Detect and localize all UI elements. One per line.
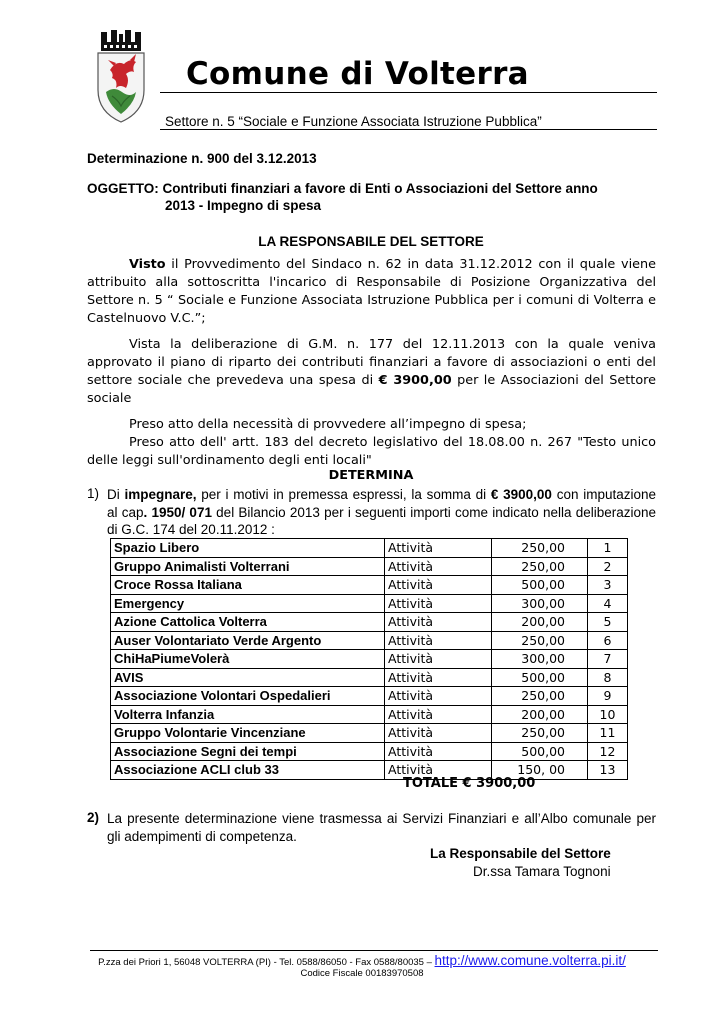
- association-name: Croce Rossa Italiana: [111, 576, 385, 595]
- activity-type: Attività: [385, 668, 492, 687]
- activity-type: Attività: [385, 594, 492, 613]
- paragraph-visto: [87, 256, 656, 328]
- footer-address: P.zza dei Priori 1, 56048 VOLTERRA (PI) - Tel. 0588/86050 - Fax 0588/80035 –: [98, 957, 435, 968]
- preso-atto-2: Preso atto dell' artt. 183 del decreto legislativo del 18.08.00 n. 267 "Testo unico delle leggi sull'ordinamento degli enti locali": [87, 435, 656, 468]
- signature-role: La Responsabile del Settore: [430, 846, 611, 861]
- item-1-amount: € 3900,00: [490, 487, 552, 502]
- association-name: ChiHaPiumeVolerà: [111, 650, 385, 669]
- subject-line-1: OGGETTO: Contributi finanziari a favore di Enti o Associazioni del Settore anno: [87, 181, 598, 196]
- amount-cell: 150, 00: [492, 761, 588, 780]
- amount-cell: 200,00: [492, 613, 588, 632]
- row-number: 3: [588, 576, 628, 595]
- coat-of-arms-icon: [90, 30, 152, 124]
- amount-cell: 300,00: [492, 594, 588, 613]
- association-name: Gruppo Volontarie Vincenziane: [111, 724, 385, 743]
- table-row: [111, 724, 628, 743]
- row-number: 4: [588, 594, 628, 613]
- department-subtitle: Settore n. 5 “Sociale e Funzione Associata Istruzione Pubblica”: [165, 114, 542, 129]
- amount-cell: 250,00: [492, 557, 588, 576]
- item-1-part: del Bilancio 2013 per i seguenti importi come indicato nella deliberazione di G.C. 174 del 20.11.2012 :: [107, 504, 657, 537]
- association-name: Auser Volontariato Verde Argento: [111, 631, 385, 650]
- determination-number: Determinazione n. 900 del 3.12.2013: [87, 151, 317, 166]
- association-name: Associazione Segni dei tempi: [111, 742, 385, 761]
- amount-cell: 200,00: [492, 705, 588, 724]
- header-divider: [160, 92, 657, 93]
- association-name: Azione Cattolica Volterra: [111, 613, 385, 632]
- contributions-table: [110, 538, 628, 780]
- row-number: 13: [588, 761, 628, 780]
- item-1-part: Di: [107, 487, 125, 502]
- row-number: 11: [588, 724, 628, 743]
- table-row: [111, 594, 628, 613]
- signature-name: Dr.ssa Tamara Tognoni: [473, 864, 611, 879]
- footer-website-link[interactable]: http://www.comune.volterra.pi.it/: [434, 953, 626, 968]
- association-name: Spazio Libero: [111, 539, 385, 558]
- amount-cell: 500,00: [492, 742, 588, 761]
- row-number: 7: [588, 650, 628, 669]
- item-1-text: [107, 486, 656, 539]
- activity-type: Attività: [385, 724, 492, 743]
- row-number: 10: [588, 705, 628, 724]
- footer-tax-code: Codice Fiscale 00183970508: [300, 968, 424, 979]
- table-row: [111, 613, 628, 632]
- item-2-text: La presente determinazione viene trasmessa ai Servizi Finanziari e all’Albo comunale per gli adempimenti di competenza.: [107, 811, 656, 844]
- subject-line-2: 2013 - Impegno di spesa: [165, 198, 322, 213]
- footer-divider: [90, 950, 658, 951]
- preso-atto-1: Preso atto della necessità di provvedere all’impegno di spesa;: [129, 417, 527, 432]
- association-name: Gruppo Animalisti Volterrani: [111, 557, 385, 576]
- row-number: 1: [588, 539, 628, 558]
- table-row: [111, 539, 628, 558]
- table-row: [111, 631, 628, 650]
- vista-text-b: per le Associazioni del Settore sociale: [87, 373, 656, 406]
- row-number: 5: [588, 613, 628, 632]
- table-row: [111, 705, 628, 724]
- page-title: Comune di Volterra: [186, 56, 529, 92]
- visto-label: Visto: [129, 257, 166, 272]
- activity-type: Attività: [385, 539, 492, 558]
- amount-cell: 500,00: [492, 576, 588, 595]
- vista-text-a: Vista la deliberazione di G.M. n. 177 del 12.11.2013 con la quale veniva approvato il piano di riparto dei contributi finanziari a favore di associazioni o enti del settore sociale che prevedeva una spesa di: [87, 337, 656, 388]
- item-1-number: 1): [87, 486, 100, 501]
- total-amount: TOTALE € 3900,00: [403, 776, 536, 791]
- activity-type: Attività: [385, 687, 492, 706]
- table-row: [111, 668, 628, 687]
- association-name: Volterra Infanzia: [111, 705, 385, 724]
- amount-cell: 250,00: [492, 539, 588, 558]
- table-row: [111, 557, 628, 576]
- item-1-part: con imputazione al cap: [107, 487, 656, 520]
- activity-type: Attività: [385, 557, 492, 576]
- association-name: Associazione Volontari Ospedalieri: [111, 687, 385, 706]
- activity-type: Attività: [385, 631, 492, 650]
- row-number: 2: [588, 557, 628, 576]
- item-1-chapter: . 1950/ 071: [143, 504, 212, 520]
- paragraph-preso-atto: [87, 416, 656, 470]
- association-name: Emergency: [111, 594, 385, 613]
- association-name: AVIS: [111, 668, 385, 687]
- row-number: 12: [588, 742, 628, 761]
- item-2-number: 2): [87, 810, 100, 825]
- paragraph-vista: [87, 336, 656, 408]
- table-row: [111, 576, 628, 595]
- footer-address-line: [0, 953, 724, 968]
- vista-amount: € 3900,00: [378, 373, 452, 388]
- table-row: [111, 687, 628, 706]
- table-row: [111, 761, 628, 780]
- visto-text: il Provvedimento del Sindaco n. 62 in data 31.12.2012 con il quale viene attribuito alla sottoscritta l'incarico di Responsabile di Posizione Organizzativa del Settore n. 5 “ Sociale e Funzione Associata Istruzione Pubblica per i comuni di Volterra e Castelnuovo V.C.”;: [87, 257, 656, 326]
- table-row: [111, 650, 628, 669]
- row-number: 8: [588, 668, 628, 687]
- row-number: 6: [588, 631, 628, 650]
- amount-cell: 300,00: [492, 650, 588, 669]
- header-divider-bottom: [160, 129, 657, 130]
- activity-type: Attività: [385, 613, 492, 632]
- activity-type: Attività: [385, 761, 492, 780]
- activity-type: Attività: [385, 650, 492, 669]
- row-number: 9: [588, 687, 628, 706]
- amount-cell: 250,00: [492, 687, 588, 706]
- activity-type: Attività: [385, 705, 492, 724]
- association-name: Associazione ACLI club 33: [111, 761, 385, 780]
- amount-cell: 250,00: [492, 631, 588, 650]
- amount-cell: 250,00: [492, 724, 588, 743]
- amount-cell: 500,00: [492, 668, 588, 687]
- table-row: [111, 742, 628, 761]
- determina-heading: DETERMINA: [328, 468, 414, 483]
- activity-type: Attività: [385, 742, 492, 761]
- item-1-bold: impegnare,: [124, 487, 197, 502]
- item-1-part: per i motivi in premessa espressi, la somma di: [196, 487, 491, 502]
- responsible-heading: LA RESPONSABILE DEL SETTORE: [258, 234, 484, 249]
- activity-type: Attività: [385, 576, 492, 595]
